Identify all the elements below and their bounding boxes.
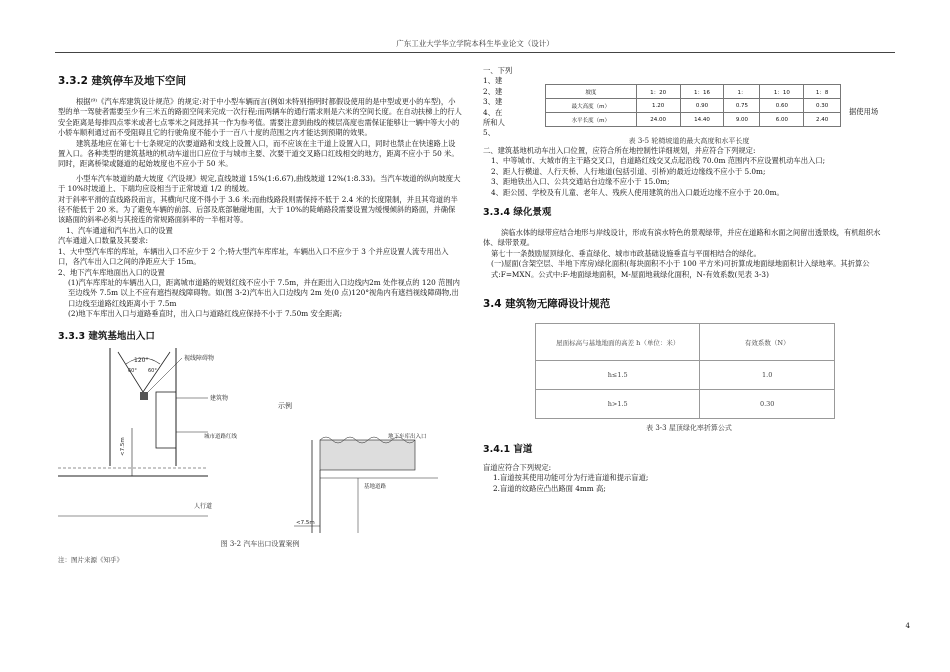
table-cell: 0.30 bbox=[804, 99, 841, 113]
clipped-line: 据使用场 bbox=[849, 107, 879, 116]
page-header: 广东工业大学华立学院本科生毕业论文（设计） bbox=[396, 39, 554, 48]
section-3-3-3-title: 3.3.3 建筑基地出入口 bbox=[58, 330, 155, 342]
list-item: (2)地下车库出入口与道路垂直时，出入口与道路红线应保持不小于 7.50m 安全距离; bbox=[68, 309, 343, 319]
distance-label-2: <7.5m bbox=[296, 519, 315, 526]
table-cell: 14.40 bbox=[680, 113, 724, 127]
list-item: 1、中等城市、大城市的主干路交叉口，自道路红线交叉点起沿线 70.0m 范围内不应设置机动车出入口; bbox=[491, 156, 826, 166]
right-column bbox=[483, 62, 895, 494]
paragraph: 小型车汽车坡道的最大坡度《汽设规》规定,直线坡道 15%(1:6.67),曲线坡道 12%(1:8.33)。当汽车坡道的纵向坡度大于 10%时坡道上、下端均应设相当于正常坡道 1/2 的缓坡。 bbox=[58, 173, 461, 194]
table-cell: 9.00 bbox=[724, 113, 760, 127]
angle-label: 120° bbox=[134, 356, 149, 364]
table-header: 有效系数（N） bbox=[700, 324, 835, 361]
example-label: 示例 bbox=[278, 401, 292, 410]
table-cell: 24.00 bbox=[636, 113, 680, 127]
sidewalk-label: 人行道 bbox=[194, 502, 213, 510]
section-3-3-2-title: 3.3.2 建筑停车及地下空间 bbox=[58, 75, 187, 87]
clipped-line: 5、 bbox=[483, 128, 495, 138]
table-cell: 坡度 bbox=[546, 85, 637, 99]
slope-table-caption: 表 3-5 轮椅坡道的最大高度和水平长度 bbox=[628, 137, 750, 145]
clipped-list bbox=[483, 66, 533, 139]
obstacle-mark bbox=[140, 392, 148, 400]
slope-block bbox=[483, 62, 895, 138]
green-table-caption: 表 3-3 屋顶绿化率折算公式 bbox=[646, 424, 732, 433]
table-cell: 1.20 bbox=[636, 99, 680, 113]
list-item: 汽车通道入口数量及其要求: bbox=[58, 236, 149, 246]
table-cell: 6.00 bbox=[760, 113, 804, 127]
clipped-line: 所和人 bbox=[483, 118, 505, 128]
list-item: 1、大中型汽车库的库址，车辆出入口不应少于 2 个;特大型汽车库库址，车辆出入口不应少于 3 个并应设置人流专用出入口，各汽车出入口之间的净距应大于 15m。 bbox=[58, 246, 449, 267]
exit-label: 地下车库出入口 bbox=[388, 433, 427, 440]
list-item: 2、地下汽车库地面出入口的设置 bbox=[58, 267, 165, 277]
exit-setting-diagram bbox=[58, 348, 462, 533]
table-cell: 1： bbox=[724, 85, 760, 99]
table-cell: 0.90 bbox=[680, 99, 724, 113]
table-cell: 1：16 bbox=[680, 85, 724, 99]
table-cell: 最大高度（m） bbox=[546, 99, 637, 113]
list-item: 3、距地铁出入口、公共交通站台边缘不应小于 15.0m; bbox=[491, 177, 670, 187]
clipped-line: 一、下列 bbox=[483, 66, 513, 75]
table-header: 屋面标高与基地地面的高差 h（单位：米） bbox=[536, 324, 700, 361]
table-cell: 0.30 bbox=[700, 390, 835, 419]
table-cell: h>1.5 bbox=[536, 390, 700, 419]
list-item: 2、距人行横道、人行天桥、人行地道(包括引道、引桥)的最近边缘线不应小于 5.0m; bbox=[491, 166, 766, 176]
table-cell: 0.75 bbox=[724, 99, 760, 113]
page-number: 4 bbox=[905, 622, 910, 630]
table-cell: h≤1.5 bbox=[536, 361, 700, 390]
list-item: 1.盲道按其使用功能可分为行进盲道和提示盲道; bbox=[493, 473, 649, 483]
table-cell: 1：10 bbox=[760, 85, 804, 99]
figure-note: 注：图片来源《知乎》 bbox=[58, 555, 123, 564]
figure-3-2 bbox=[58, 348, 462, 564]
table-cell: 2.40 bbox=[804, 113, 841, 127]
redline-label: 城市道路红线 bbox=[204, 433, 238, 440]
paragraph: 滨临水体的绿带应结合地形与岸线设计，形成有滨水特色的景观绿带，并应在道路和水面之间留出透景线，有机组织水体、绿带景观。 bbox=[483, 228, 881, 248]
section-3-4-title: 3.4 建筑物无障碍设计规范 bbox=[483, 298, 611, 311]
header-rule bbox=[55, 52, 895, 53]
slope-table bbox=[545, 84, 841, 127]
paragraph: 第七十一条鼓励屋顶绿化、垂直绿化、城市市政基础设施垂直与平面相结合的绿化。 bbox=[491, 248, 761, 258]
table-cell: 1.0 bbox=[700, 361, 835, 390]
green-coefficient-table bbox=[535, 323, 835, 419]
table-cell: 水平长度（m） bbox=[546, 113, 637, 127]
list-item: (1)汽车库库址的车辆出入口，距离城市道路的规划红线不应小于 7.5m，并在距出入口边线内2m 处作视点的 120 范围内至边线外 7.5m 以上不应有遮挡视线障碍物。如(图 3-2)汽车出入口边线内 2m 处(0 点)120°视角内有遮挡视线障碍物,出口边线至道路红线距离小于 7.5m bbox=[68, 277, 460, 308]
paragraph: (一)屋面(含架空层、半地下库房)绿化面积(每块面积不小于 100 平方米)可折算成地面绿地面积计入绿地率。其折算公式:F=MXN。公式中:F-地面绿地面积，M-屋面地栽绿化面积，N-有效系数(见表 3-3) bbox=[491, 259, 870, 279]
list-item: 4、距公园、学校及有儿童、老年人、残疾人使用建筑的出入口最近边缘不应小于 20.0m。 bbox=[491, 187, 784, 197]
figure-caption: 图 3-2 汽车出口设置案例 bbox=[220, 539, 300, 548]
clipped-line: 4、在 bbox=[483, 107, 503, 117]
list-item: 2.盲道的纹路应凸出路面 4mm 高; bbox=[493, 483, 606, 493]
obstacle-label: 视线障碍物 bbox=[184, 354, 215, 362]
list-item: 1、汽车通道和汽车出入口的设置 bbox=[66, 225, 173, 235]
table-cell: 1：20 bbox=[636, 85, 680, 99]
left-column bbox=[58, 62, 462, 564]
building-label: 建筑物 bbox=[210, 394, 229, 402]
paragraph: 二、建筑基地机动车出入口位置，应符合所在地控制性详细规划，并应符合下列规定: bbox=[483, 146, 756, 155]
paragraph: 建筑基地应在第七十七条规定的次要道路和支线上设置入口，而不应该在主干道上设置入口，同时也禁止在快速路上设置入口。各种类型的建筑基地的机动车道出口应位于与城市主要、次要干道交叉路口红线相交的地方，距离不应小于 50 米。同时，距离桥梁或隧道的起始坡度也不应小于 50 米。 bbox=[58, 138, 459, 169]
clipped-line: 1、建 bbox=[483, 76, 503, 86]
section-3-3-4-title: 3.3.4 绿化景观 bbox=[483, 207, 552, 219]
angle-left-label: 60° bbox=[128, 367, 137, 374]
angle-right-label: 60° bbox=[148, 367, 157, 374]
paragraph: 盲道应符合下列规定: bbox=[483, 463, 552, 473]
road-label: 基地道路 bbox=[364, 483, 387, 490]
clipped-line: 2、建 bbox=[483, 86, 503, 96]
paragraph: 根据⁽⁹⁾《汽车库建筑设计规范》的规定:对于中小型车辆而言(例如未特别指明时都假设使用的是中型或更小的车型)，小型的单一驾驶者需要至少有三米五的路面空间来完成一次行程;而两辆车的通行需求则是六米的空间长度。在自动扶梯上的行人安全距离是每排四点零米或者七点零米之间选择其一作为参考值。需要注意到曲线的楼层高度也需保证能够让一辆中等大小的小轿车顺利通过而不受阻碍且它的行驶角度不能小于一百八十度的范围之内才能达到预期的效果。 bbox=[58, 97, 462, 138]
section-3-4-1-title: 3.4.1 盲道 bbox=[483, 444, 533, 456]
clipped-line: 3、建 bbox=[483, 97, 503, 107]
table-cell: 0.60 bbox=[760, 99, 804, 113]
paragraph: 对于斜率平滑的直线路段而言，其横向尺度不得小于 3.6 米;而曲线路段则需保持不低于 2.4 米的长度限制，并且其弯道的半径不能低于 20 米。为了避免车辆的前部、后部及底部触碰地面，大于 10%的陡峭路段需要设置为缓慢倾斜的路面，并确保该路面的斜率必须与其接连的常规路面斜率的一半相对等。 bbox=[58, 194, 458, 225]
table-cell: 1：8 bbox=[804, 85, 841, 99]
distance-label-1: <7.5m bbox=[120, 436, 126, 456]
